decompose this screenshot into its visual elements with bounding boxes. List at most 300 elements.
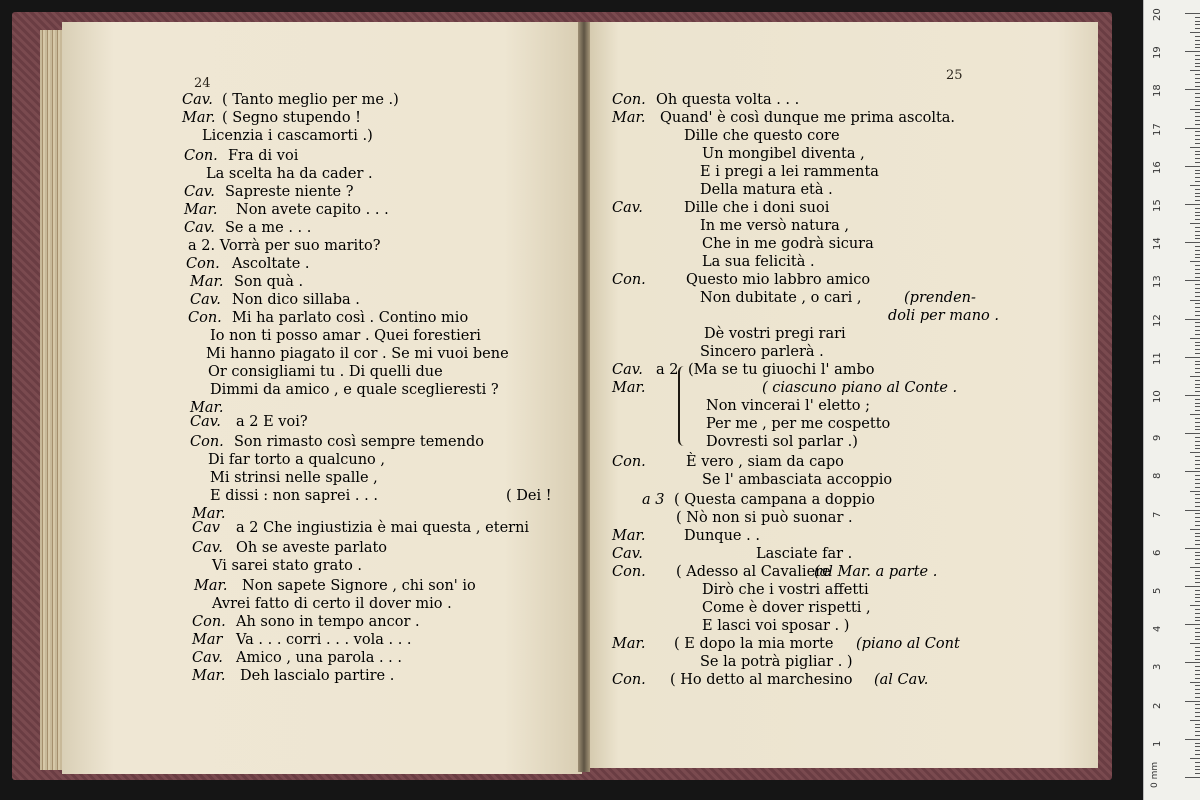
ruler-tick bbox=[1195, 131, 1200, 132]
ruler-tick bbox=[1190, 261, 1200, 262]
ruler-tick bbox=[1195, 521, 1200, 522]
ruler-tick bbox=[1195, 391, 1200, 392]
ruler-tick bbox=[1195, 334, 1200, 335]
ruler-tick bbox=[1195, 651, 1200, 652]
right-text-line: ( E dopo la mia morte bbox=[674, 636, 834, 652]
ruler-tick bbox=[1185, 471, 1200, 472]
ruler-tick bbox=[1195, 403, 1200, 404]
ruler-tick bbox=[1195, 743, 1200, 744]
right-text-line: È vero , siam da capo bbox=[686, 454, 844, 470]
ruler-number: 5 bbox=[1152, 587, 1163, 594]
ruler-tick bbox=[1195, 441, 1200, 442]
ruler-tick bbox=[1190, 567, 1200, 568]
ruler-number: 18 bbox=[1152, 84, 1163, 98]
ruler-tick bbox=[1195, 731, 1200, 732]
left-text-line: Mi hanno piagato il cor . Se mi vuoi bene bbox=[206, 346, 509, 362]
ruler-tick bbox=[1195, 708, 1200, 709]
ruler-tick bbox=[1195, 773, 1200, 774]
left-speaker: Cav. bbox=[190, 414, 221, 430]
right-text-line: a 2 bbox=[656, 362, 679, 378]
left-speaker: Cav. bbox=[192, 650, 223, 666]
ruler-tick bbox=[1195, 368, 1200, 369]
ruler-tick bbox=[1195, 380, 1200, 381]
ruler-tick bbox=[1190, 338, 1200, 339]
left-text-line: ( Dei ! bbox=[506, 488, 552, 504]
ruler-number: 3 bbox=[1152, 664, 1163, 671]
left-speaker: Mar bbox=[192, 632, 223, 648]
ruler-tick bbox=[1195, 555, 1200, 556]
ruler-tick bbox=[1195, 139, 1200, 140]
ruler-tick bbox=[1195, 540, 1200, 541]
ruler-tick bbox=[1195, 307, 1200, 308]
ruler-tick bbox=[1190, 720, 1200, 721]
ruler-number: 11 bbox=[1152, 352, 1163, 365]
ruler-tick bbox=[1195, 724, 1200, 725]
right-text-line: ( Ho detto al marchesino bbox=[670, 672, 853, 688]
ruler-tick bbox=[1190, 70, 1200, 71]
ruler-tick bbox=[1195, 594, 1200, 595]
ruler-tick bbox=[1195, 601, 1200, 602]
ruler-tick bbox=[1195, 678, 1200, 679]
ruler-tick bbox=[1195, 116, 1200, 117]
ruler-tick bbox=[1195, 63, 1200, 64]
ruler-tick bbox=[1195, 208, 1200, 209]
ruler-tick bbox=[1195, 559, 1200, 560]
ruler-tick bbox=[1195, 609, 1200, 610]
left-text-line: Ascoltate . bbox=[232, 256, 310, 272]
left-text-line: Non sapete Signore , chi son' io bbox=[242, 578, 476, 594]
ruler-tick bbox=[1195, 215, 1200, 216]
ruler-tick bbox=[1195, 575, 1200, 576]
ruler-tick bbox=[1195, 345, 1200, 346]
left-speaker: Cav. bbox=[190, 292, 221, 308]
ruler-tick bbox=[1190, 147, 1200, 148]
ruler-tick bbox=[1195, 448, 1200, 449]
right-text-line: In me versò natura , bbox=[700, 218, 850, 234]
ruler-tick bbox=[1195, 617, 1200, 618]
ruler-tick bbox=[1195, 193, 1200, 194]
a2-bracket bbox=[678, 366, 688, 446]
left-speaker: Con. bbox=[186, 256, 220, 272]
ruler-tick bbox=[1195, 273, 1200, 274]
ruler-tick bbox=[1195, 361, 1200, 362]
ruler-tick bbox=[1195, 196, 1200, 197]
right-text-line: Dirò che i vostri affetti bbox=[702, 582, 869, 598]
ruler-tick bbox=[1195, 727, 1200, 728]
ruler-tick bbox=[1190, 605, 1200, 606]
ruler-tick bbox=[1190, 643, 1200, 644]
ruler-tick bbox=[1195, 410, 1200, 411]
ruler-tick bbox=[1195, 349, 1200, 350]
left-text-line: Avrei fatto di certo il dover mio . bbox=[212, 596, 452, 612]
right-text-line: Oh questa volta . . . bbox=[656, 92, 800, 108]
left-text-line: Dimmi da amico , e quale sceglieresti ? bbox=[210, 382, 499, 398]
ruler-tick bbox=[1195, 670, 1200, 671]
ruler-tick bbox=[1195, 502, 1200, 503]
ruler-tick bbox=[1195, 525, 1200, 526]
ruler-tick bbox=[1195, 78, 1200, 79]
ruler-tick bbox=[1185, 128, 1200, 129]
right-text-line: ( Questa campana a doppio bbox=[674, 492, 875, 508]
left-speaker: Mar. bbox=[184, 202, 218, 218]
ruler-number: 12 bbox=[1152, 313, 1163, 327]
ruler-tick bbox=[1185, 777, 1200, 778]
ruler-tick bbox=[1185, 51, 1200, 52]
ruler-tick bbox=[1185, 624, 1200, 625]
right-text-line: (al Mar. a parte . bbox=[814, 564, 938, 580]
left-text-line: Non dico sillaba . bbox=[232, 292, 360, 308]
ruler-tick bbox=[1195, 636, 1200, 637]
ruler-tick bbox=[1195, 468, 1200, 469]
left-speaker: Cav. bbox=[184, 220, 215, 236]
ruler-tick bbox=[1195, 342, 1200, 343]
right-speaker: Con. bbox=[612, 272, 646, 288]
ruler-tick bbox=[1190, 300, 1200, 301]
ruler-tick bbox=[1185, 357, 1200, 358]
ruler-tick bbox=[1195, 177, 1200, 178]
ruler-tick bbox=[1185, 586, 1200, 587]
ruler-tick bbox=[1195, 59, 1200, 60]
ruler-tick bbox=[1195, 353, 1200, 354]
ruler-tick bbox=[1195, 212, 1200, 213]
right-speaker: Cav. bbox=[612, 362, 643, 378]
ruler-tick bbox=[1195, 685, 1200, 686]
right-text-line: Se l' ambasciata accoppio bbox=[702, 472, 893, 488]
ruler-tick bbox=[1195, 674, 1200, 675]
ruler-tick bbox=[1195, 303, 1200, 304]
ruler-tick bbox=[1185, 13, 1200, 14]
ruler-tick bbox=[1195, 429, 1200, 430]
ruler-tick bbox=[1195, 296, 1200, 297]
right-text-line: Un mongibel diventa , bbox=[702, 146, 865, 162]
ruler-tick bbox=[1195, 426, 1200, 427]
ruler-tick bbox=[1195, 162, 1200, 163]
right-text-line: ( Nò non si può suonar . bbox=[676, 510, 853, 526]
left-speaker: Cav. bbox=[182, 92, 213, 108]
ruler-tick bbox=[1195, 746, 1200, 747]
left-text-line: a 2 E voi? bbox=[236, 414, 308, 430]
ruler-tick bbox=[1195, 93, 1200, 94]
ruler-tick bbox=[1195, 97, 1200, 98]
left-speaker: Mar. bbox=[182, 110, 216, 126]
ruler-tick bbox=[1195, 231, 1200, 232]
ruler-tick bbox=[1195, 17, 1200, 18]
ruler-tick bbox=[1195, 105, 1200, 106]
right-text-line: (prenden- bbox=[904, 290, 976, 306]
ruler-tick bbox=[1195, 288, 1200, 289]
left-text-line: Deh lascialo partire . bbox=[240, 668, 395, 684]
ruler-tick bbox=[1195, 479, 1200, 480]
ruler-tick bbox=[1195, 639, 1200, 640]
ruler-tick bbox=[1195, 257, 1200, 258]
right-text-line: Dovresti sol parlar .) bbox=[706, 434, 858, 450]
right-speaker: Cav. bbox=[612, 200, 643, 216]
right-text-line: Dunque . . bbox=[684, 528, 760, 544]
right-text-line: (Ma se tu giuochi l' ambo bbox=[688, 362, 875, 378]
right-text-line: ( ciascuno piano al Conte . bbox=[762, 380, 958, 396]
left-text-line: Licenzia i cascamorti .) bbox=[202, 128, 373, 144]
ruler-number: 1 bbox=[1152, 740, 1163, 747]
ruler-tick bbox=[1195, 315, 1200, 316]
ruler-tick bbox=[1185, 280, 1200, 281]
left-text-line: Ah sono in tempo ancor . bbox=[236, 614, 420, 630]
ruler-tick bbox=[1195, 697, 1200, 698]
ruler-tick bbox=[1190, 109, 1200, 110]
right-text-line: ( Adesso al Cavaliere bbox=[676, 564, 831, 580]
ruler-tick bbox=[1195, 74, 1200, 75]
ruler-tick bbox=[1195, 716, 1200, 717]
ruler-tick bbox=[1195, 120, 1200, 121]
left-text-line: Se a me . . . bbox=[225, 220, 312, 236]
ruler-tick bbox=[1195, 124, 1200, 125]
ruler-tick bbox=[1190, 452, 1200, 453]
ruler-tick bbox=[1195, 170, 1200, 171]
ruler-tick bbox=[1195, 464, 1200, 465]
ruler-tick bbox=[1195, 158, 1200, 159]
left-speaker: Con. bbox=[192, 614, 226, 630]
right-speaker: Con. bbox=[612, 92, 646, 108]
ruler-tick bbox=[1195, 735, 1200, 736]
ruler-tick bbox=[1190, 185, 1200, 186]
ruler-tick bbox=[1195, 399, 1200, 400]
ruler-tick bbox=[1195, 254, 1200, 255]
ruler-tick bbox=[1195, 311, 1200, 312]
ruler-tick bbox=[1195, 387, 1200, 388]
left-text-line: Non avete capito . . . bbox=[236, 202, 389, 218]
ruler-number: 17 bbox=[1152, 122, 1163, 136]
ruler-tick bbox=[1195, 632, 1200, 633]
ruler-tick bbox=[1195, 326, 1200, 327]
ruler-tick bbox=[1195, 82, 1200, 83]
book-gutter bbox=[578, 22, 590, 772]
ruler-tick bbox=[1195, 494, 1200, 495]
ruler-tick bbox=[1185, 89, 1200, 90]
right-text-line: Non dubitate , o cari , bbox=[700, 290, 862, 306]
ruler-number: 15 bbox=[1152, 199, 1163, 212]
ruler-tick bbox=[1195, 227, 1200, 228]
ruler-tick bbox=[1195, 571, 1200, 572]
left-text-line: Son rimasto così sempre temendo bbox=[234, 434, 484, 450]
ruler-tick bbox=[1195, 563, 1200, 564]
left-speaker: Cav. bbox=[192, 540, 223, 556]
ruler-tick bbox=[1195, 445, 1200, 446]
ruler-tick bbox=[1195, 597, 1200, 598]
right-text-line: Non vincerai l' eletto ; bbox=[706, 398, 870, 414]
ruler-tick bbox=[1195, 536, 1200, 537]
ruler-number: 20 bbox=[1152, 8, 1163, 21]
ruler-tick bbox=[1185, 548, 1200, 549]
ruler-tick bbox=[1195, 712, 1200, 713]
ruler-tick bbox=[1195, 590, 1200, 591]
ruler-tick bbox=[1185, 510, 1200, 511]
left-speaker: Cav bbox=[192, 520, 220, 536]
ruler-tick bbox=[1195, 265, 1200, 266]
ruler-tick bbox=[1195, 475, 1200, 476]
ruler-tick bbox=[1195, 372, 1200, 373]
ruler-number: 16 bbox=[1152, 161, 1163, 174]
ruler-tick bbox=[1195, 36, 1200, 37]
ruler-tick bbox=[1195, 704, 1200, 705]
ruler-number: 13 bbox=[1152, 275, 1163, 289]
right-speaker: Mar. bbox=[612, 528, 646, 544]
ruler-tick bbox=[1195, 655, 1200, 656]
ruler-tick bbox=[1195, 101, 1200, 102]
left-text-line: Va . . . corri . . . vola . . . bbox=[236, 632, 412, 648]
ruler-tick bbox=[1185, 433, 1200, 434]
ruler-number: 2 bbox=[1152, 702, 1163, 709]
left-speaker: Mar. bbox=[194, 578, 228, 594]
ruler-tick bbox=[1195, 647, 1200, 648]
right-text-line: (al Cav. bbox=[874, 672, 929, 688]
ruler-number: 19 bbox=[1152, 46, 1163, 60]
ruler-tick bbox=[1190, 491, 1200, 492]
ruler-tick bbox=[1195, 533, 1200, 534]
ruler-tick bbox=[1195, 66, 1200, 67]
ruler-tick bbox=[1195, 506, 1200, 507]
left-text-line: Fra di voi bbox=[228, 148, 299, 164]
right-text-line: Che in me godrà sicura bbox=[702, 236, 874, 252]
left-text-line: Oh se aveste parlato bbox=[236, 540, 388, 556]
right-text-line: E lasci voi sposar . ) bbox=[702, 618, 850, 634]
ruler-tick bbox=[1195, 460, 1200, 461]
ruler-tick bbox=[1195, 28, 1200, 29]
ruler-tick bbox=[1185, 701, 1200, 702]
right-text-line: (piano al Cont bbox=[856, 636, 960, 652]
ruler-tick bbox=[1190, 682, 1200, 683]
left-speaker: Mar. bbox=[192, 506, 226, 522]
left-speaker: Mar. bbox=[192, 668, 226, 684]
ruler-tick bbox=[1185, 319, 1200, 320]
right-text-line: Quand' è così dunque me prima ascolta. bbox=[660, 110, 956, 126]
ruler-tick bbox=[1195, 582, 1200, 583]
ruler-tick bbox=[1185, 395, 1200, 396]
right-speaker: Con. bbox=[612, 454, 646, 470]
ruler-tick bbox=[1185, 242, 1200, 243]
ruler-tick bbox=[1190, 758, 1200, 759]
ruler-tick bbox=[1195, 666, 1200, 667]
ruler-tick bbox=[1195, 47, 1200, 48]
left-text-line: E dissi : non saprei . . . bbox=[210, 488, 378, 504]
ruler-tick bbox=[1190, 376, 1200, 377]
right-speaker: Mar. bbox=[612, 380, 646, 396]
left-text-line: ( Segno stupendo ! bbox=[222, 110, 361, 126]
ruler-tick bbox=[1195, 766, 1200, 767]
right-speaker: Mar. bbox=[612, 636, 646, 652]
left-text-line: Son quà . bbox=[234, 274, 304, 290]
ruler-tick bbox=[1195, 181, 1200, 182]
left-text-line: a 2. Vorrà per suo marito? bbox=[188, 238, 381, 254]
right-text-line: Questo mio labbro amico bbox=[686, 272, 871, 288]
ruler-tick bbox=[1195, 143, 1200, 144]
left-speaker: Con. bbox=[190, 434, 224, 450]
ruler-number: 14 bbox=[1152, 237, 1163, 251]
ruler-tick bbox=[1195, 498, 1200, 499]
right-speaker: Con. bbox=[612, 564, 646, 580]
right-speaker: a 3 bbox=[642, 492, 665, 508]
ruler-tick bbox=[1195, 628, 1200, 629]
ruler-tick bbox=[1195, 21, 1200, 22]
right-speaker: Con. bbox=[612, 672, 646, 688]
ruler-tick bbox=[1195, 55, 1200, 56]
right-text-line: Dille che i doni suoi bbox=[684, 200, 830, 216]
ruler-tick bbox=[1195, 292, 1200, 293]
ruler-tick bbox=[1195, 487, 1200, 488]
ruler-tick bbox=[1195, 750, 1200, 751]
ruler-number: 4 bbox=[1152, 625, 1163, 633]
ruler-tick bbox=[1195, 173, 1200, 174]
measuring-ruler bbox=[1143, 0, 1200, 800]
ruler-tick bbox=[1195, 269, 1200, 270]
ruler-number: 9 bbox=[1152, 434, 1163, 442]
ruler-tick bbox=[1195, 24, 1200, 25]
ruler-tick bbox=[1195, 154, 1200, 155]
ruler-tick bbox=[1190, 223, 1200, 224]
ruler-tick bbox=[1195, 483, 1200, 484]
ruler-tick bbox=[1195, 189, 1200, 190]
left-text-line: La scelta ha da cader . bbox=[206, 166, 373, 182]
ruler-tick bbox=[1195, 151, 1200, 152]
ruler-tick bbox=[1195, 364, 1200, 365]
ruler-tick bbox=[1185, 204, 1200, 205]
ruler-tick bbox=[1195, 456, 1200, 457]
ruler-tick bbox=[1185, 662, 1200, 663]
ruler-tick bbox=[1185, 739, 1200, 740]
ruler-tick bbox=[1195, 277, 1200, 278]
ruler-tick bbox=[1195, 659, 1200, 660]
left-speaker: Con. bbox=[184, 148, 218, 164]
ruler-tick bbox=[1195, 330, 1200, 331]
left-text-line: Or consigliami tu . Di quelli due bbox=[208, 364, 443, 380]
right-text-line: Se la potrà pigliar . ) bbox=[700, 654, 853, 670]
right-text-line: Sincero parlerà . bbox=[700, 344, 824, 360]
ruler-tick bbox=[1195, 620, 1200, 621]
right-text-line: Della matura età . bbox=[700, 182, 833, 198]
right-text-line: Dille che questo core bbox=[684, 128, 840, 144]
ruler-tick bbox=[1195, 578, 1200, 579]
left-text-line: Di far torto a qualcuno , bbox=[208, 452, 385, 468]
ruler-tick bbox=[1195, 513, 1200, 514]
right-text-line: Dè vostri pregi rari bbox=[704, 326, 846, 342]
left-page-number: 24 bbox=[194, 76, 211, 91]
ruler-tick bbox=[1195, 112, 1200, 113]
ruler-tick bbox=[1195, 250, 1200, 251]
ruler-tick bbox=[1195, 86, 1200, 87]
left-speaker: Mar. bbox=[190, 400, 224, 416]
left-text-line: Sapreste niente ? bbox=[225, 184, 354, 200]
ruler-tick bbox=[1195, 200, 1200, 201]
left-text-line: Amico , una parola . . . bbox=[236, 650, 402, 666]
ruler-tick bbox=[1195, 418, 1200, 419]
ruler-tick bbox=[1195, 762, 1200, 763]
ruler-tick bbox=[1195, 246, 1200, 247]
ruler-tick bbox=[1195, 689, 1200, 690]
ruler-number: 10 bbox=[1152, 390, 1163, 403]
left-text-line: Vi sarei stato grato . bbox=[212, 558, 363, 574]
right-text-line: E i pregi a lei rammenta bbox=[700, 164, 879, 180]
left-text-line: Mi ha parlato così . Contino mio bbox=[232, 310, 469, 326]
ruler-tick bbox=[1195, 135, 1200, 136]
ruler-tick bbox=[1195, 219, 1200, 220]
ruler-tick bbox=[1195, 517, 1200, 518]
left-text-line: Io non ti posso amar . Quei forestieri bbox=[210, 328, 481, 344]
ruler-zero-label: 0 mm bbox=[1150, 761, 1160, 788]
right-text-line: La sua felicità . bbox=[702, 254, 815, 270]
left-speaker: Cav. bbox=[184, 184, 215, 200]
ruler-tick bbox=[1195, 544, 1200, 545]
left-text-line: a 2 Che ingiustizia è mai questa , eterni bbox=[236, 520, 530, 536]
ruler-number: 8 bbox=[1152, 473, 1163, 480]
ruler-tick bbox=[1195, 406, 1200, 407]
